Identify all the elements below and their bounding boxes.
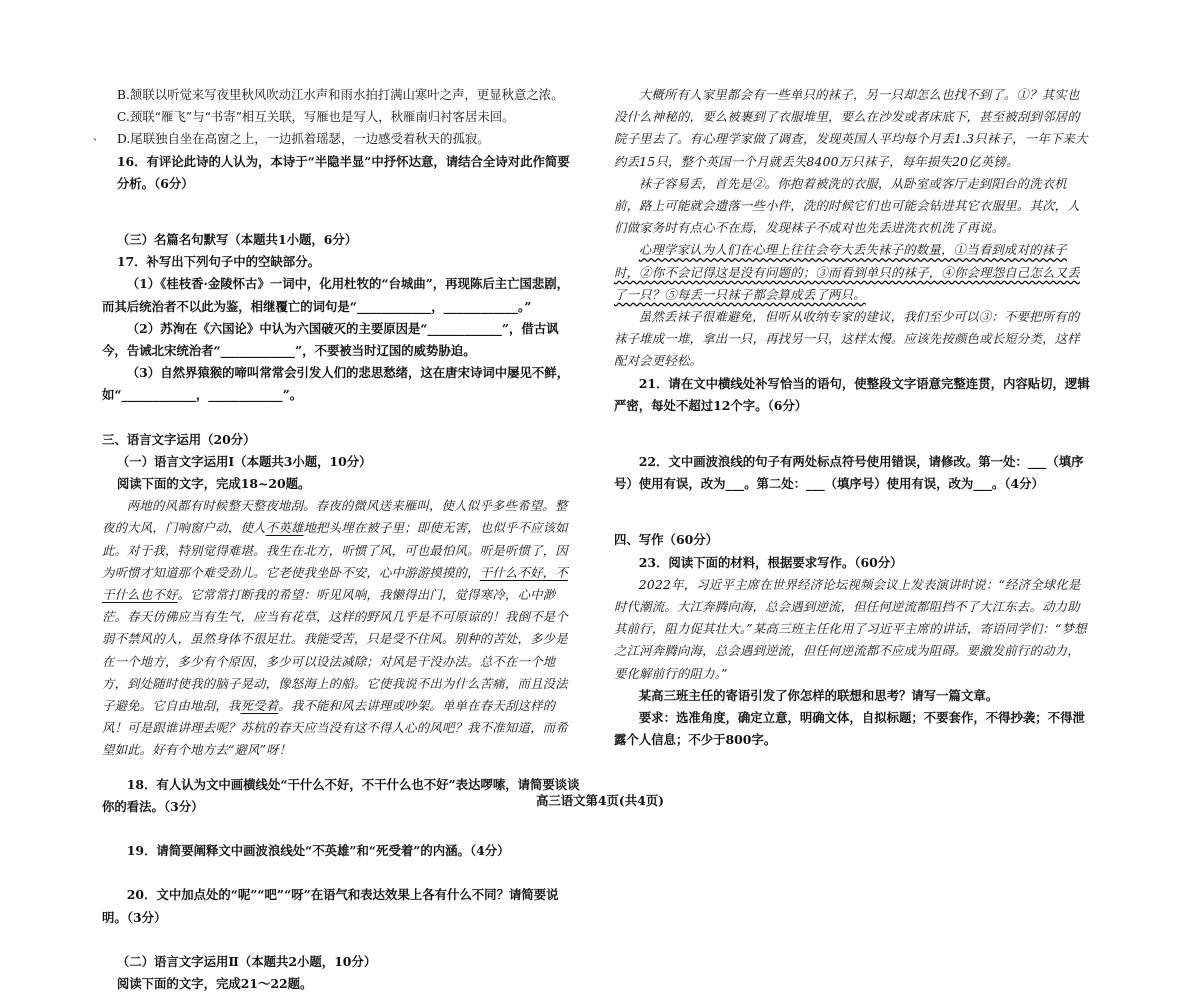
question-16: 16．有评论此诗的人认为，本诗于“半隐半显”中抒怀达意，请结合全诗对此作简要分析。（6分） (116, 153, 570, 191)
right-column (614, 84, 1090, 751)
passage-1-underline-2: 干什么不好，不干什么也不好 (102, 564, 568, 603)
passage-2-paragraph-2: 袜子容易丢，首先是②。你抱着被洗的衣服，从卧室或客厅走到阳台的洗衣机前，路上可能就会遗落一些小件，洗的时候它们也可能会钻进其它衣服里。其次，人们做家务时有点心不在焉，发现袜子不成对也先丢进洗衣机洗了再说。 (614, 175, 1080, 236)
passage-2-paragraph-3: 心理学家认为人们在心理上往往会夸大丢失袜子的数量，①当看到成对的袜子时，②你不会记得这是没有问题的；③而看到单只的袜子，④你会理怨自己怎么又丢了一只？⑤每丢一只袜子都会算成丢了两只。 (614, 242, 1080, 302)
question-21: 21．请在文中横线处补写恰当的语句，使整段文字语意完整连贯，内容贴切，逻辑严密，每处不超过12个字。（6分） (614, 375, 1090, 413)
subsection-1-instruction: 阅读下面的文字，完成18~20题。 (116, 476, 311, 492)
passage-1 (102, 495, 580, 761)
q15-option-d: D.尾联独自坐在高窗之上，一边抓着瑶瑟，一边感受着秋天的孤寂。 (116, 131, 490, 147)
q15-option-b: B.颔联以听觉来写夜里秋风吹动江水声和雨水拍打满山寒叶之声，更显秋意之浓。 (116, 87, 564, 102)
passage-1-part-4: 。我不能和风去讲理或吵架。单单在春天刮这样的风！可是跟谁讲理去呢？苏杭的春天应当没有这不得人心的风吧？我不准知道，而希望如此。好有个地方去“避风”呀！ (102, 698, 568, 758)
section-3-title: （三）名篇名句默写（本题共1小题，6分） (116, 232, 358, 248)
margin-mark: 、 (93, 132, 103, 143)
subsection-1-title: （一）语言文字运用Ⅰ（本题共3小题，10分） (116, 453, 372, 469)
passage-2-paragraph-4: 虽然丢袜子很难避免，但听从收纳专家的建议，我们至少可以③：不要把所有的袜子堆成一堆，拿出一只，再找另一只，这样太慢。应该先按颜色或长短分类，这样配对会更轻松。 (614, 309, 1080, 369)
page-footer: 高三语文第4页(共4页) (535, 793, 665, 808)
passage-2-paragraph-1: 大概所有人家里都会有一些单只的袜子，另一只却怎么也找不到了。①？其实也没什么神秘的，要么被裹到了衣服堆里，要么在沙发或者床底下，甚至被刮到邻居的院子里去了。有心理学家做了调查，发现英国人平均每个月丢1.3只袜子，一年下来大约丢15只，整个英国一个月就丢失8400万只袜子，每年损失20亿英镑。 (614, 87, 1088, 169)
passage-1-part-1: 两地的风都有时候整天整夜地刮。春夜的微风送来雁叫，使人似乎多些希望。整夜的大风，门响窗户动，使人 (102, 498, 568, 536)
question-17-1: （1）《桂枝香·金陵怀古》一词中，化用杜牧的“台城曲”，再现陈后主亡国悲剧，而其后统治者不以此为鉴，相继覆亡的词句是“____________，____________。” (102, 276, 570, 314)
subsection-2-title: （二）语言文字运用Ⅱ（本题共2小题，10分） (116, 953, 377, 969)
subsection-2-instruction: 阅读下面的文字，完成21～22题。 (116, 975, 313, 991)
question-22: 22．文中画波浪线的句子有两处标点符号使用错误，请修改。第一处：___（填序号）使用有误，改为___。第二处：___（填序号）使用有误，改为___。（4分） (614, 454, 1084, 492)
question-23: 23．阅读下面的材料，根据要求写作。（60分） (638, 554, 903, 570)
left-column (102, 84, 580, 995)
question-17-3: （3）自然界猿猴的啼叫常常会引发人们的悲思愁绪，这在唐宋诗词中屡见不鲜，如“____________，____________”。 (102, 365, 570, 403)
question-17-2: （2）苏洵在《六国论》中认为六国破灭的主要原因是“____________”，借古讽今，告诫北宋统治者“____________”，不要被当时辽国的威势胁迫。 (102, 320, 559, 359)
passage-1-part-3: 。它常常打断我的希望：听见风响，我懒得出门，觉得寒冷，心中渺茫。春天仿佛应当有生气，应当有花草，这样的野风几乎是不可原谅的！我倒不是个弱不禁风的人，虽然身体不很足壮。我能受苦，只是受不住风。别种的苦处，多少是在一个地方，多少有个原因，多少可以设法减除；对风是干没办法。总不在一个地方，到处随时使我的脑子晃动，像怒海上的船。它使我说不出为什么苦痛，而且没法子避免。它自由地刮，我 (102, 587, 568, 714)
part-4-title: 四、写作（60分） (614, 532, 718, 548)
question-20: 20．文中加点处的“呢”“吧”“呀”在语气和表达效果上各有什么不同？请简要说明。（3分） (102, 887, 559, 925)
writing-material: 2022年，习近平主席在世界经济论坛视频会议上发表演讲时说：“经济全球化是时代潮流。大江奔腾向海，总会遇到逆流，但任何逆流都阻挡不了大江东去。动力助其前行，阻力促其壮大。”某高三班主任化用了习近平主席的讲话，寄语同学们：“梦想之江河奔腾向海，总会遇到逆流，但任何逆流都不应成为阻碍。要激发前行的动力，要化解前行的阻力。” (614, 576, 1087, 681)
question-19: 19．请简要阐释文中画波浪线处“不英雄”和“死受着”的内涵。（4分） (126, 843, 510, 859)
passage-1-underline-3: 死受着 (240, 698, 279, 714)
passage-1-underline-1: 不英雄 (265, 520, 304, 536)
writing-prompt: 某高三班主任的寄语引发了你怎样的联想和思考？请写一篇文章。 (638, 687, 999, 703)
question-17: 17．补写出下列句子中的空缺部分。 (116, 254, 320, 270)
q15-option-c: C.颈联“雁飞”与“书寄”相互关联，写雁也是写人，秋雁南归衬客居未回。 (116, 109, 515, 125)
writing-requirements: 要求：选准角度，确定立意，明确文体，自拟标题；不要套作，不得抄袭；不得泄露个人信息；不少于800字。 (614, 710, 1085, 748)
part-3-title: 三、语言文字运用（20分） (102, 431, 256, 447)
question-18: 18．有人认为文中画横线处“干什么不好，不干什么也不好”表达啰嗦，请简要谈谈你的看法。（3分） (102, 776, 580, 814)
passage-1-part-2: 地把头埋在被子里；即使无害，也似乎不应该如此。对于我，特别觉得难堪。我生在北方，听惯了风，可也最怕风。听是听惯了，因为听惯才知道那个难受劲儿。它老使我坐卧不安，心中游游摸摸的， (102, 520, 568, 580)
